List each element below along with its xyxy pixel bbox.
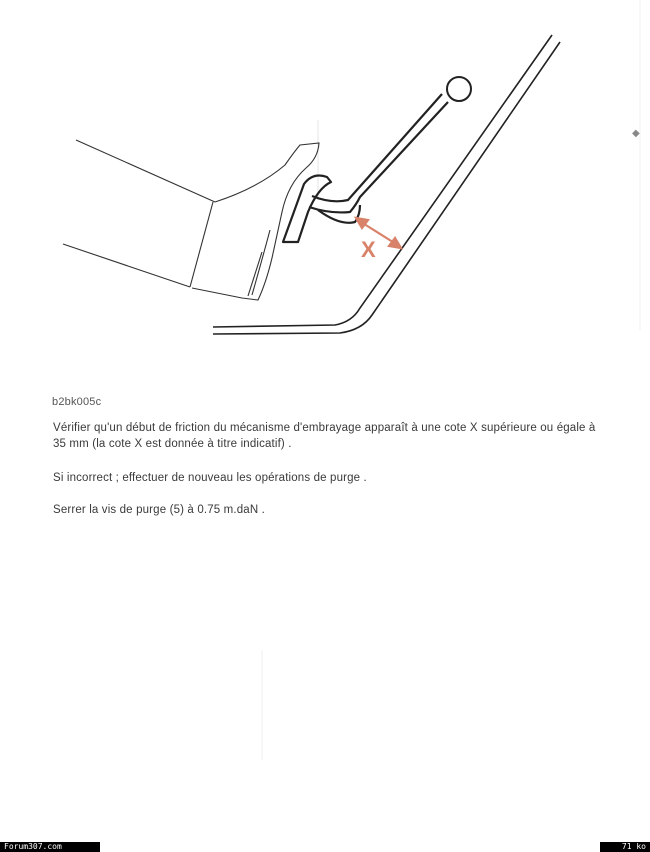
footer-file-size: 71 ko (600, 842, 650, 852)
instruction-line-1: Vérifier qu'un début de friction du mécanisme d'embrayage apparaît à une cote X supérieure ou égale à (53, 422, 596, 434)
instruction-line-2: 35 mm (la cote X est donnée à titre indicatif) . (53, 438, 292, 450)
instruction-if-incorrect: Si incorrect ; effectuer de nouveau les opérations de purge . (53, 472, 367, 484)
lever-knob (447, 77, 471, 101)
footer-site-label: Forum307.com (0, 842, 100, 852)
clutch-pedal-diagram (0, 0, 650, 380)
instruction-tighten-screw: Serrer la vis de purge (5) à 0.75 m.daN . (53, 504, 265, 516)
corner-scan-mark: ◆ (632, 128, 640, 139)
dimension-label-x: X (361, 237, 376, 262)
floor-panel (213, 35, 560, 334)
instruction-check-friction (53, 420, 613, 452)
figure-reference: b2bk005c (52, 396, 102, 408)
driver-foot (63, 140, 319, 300)
